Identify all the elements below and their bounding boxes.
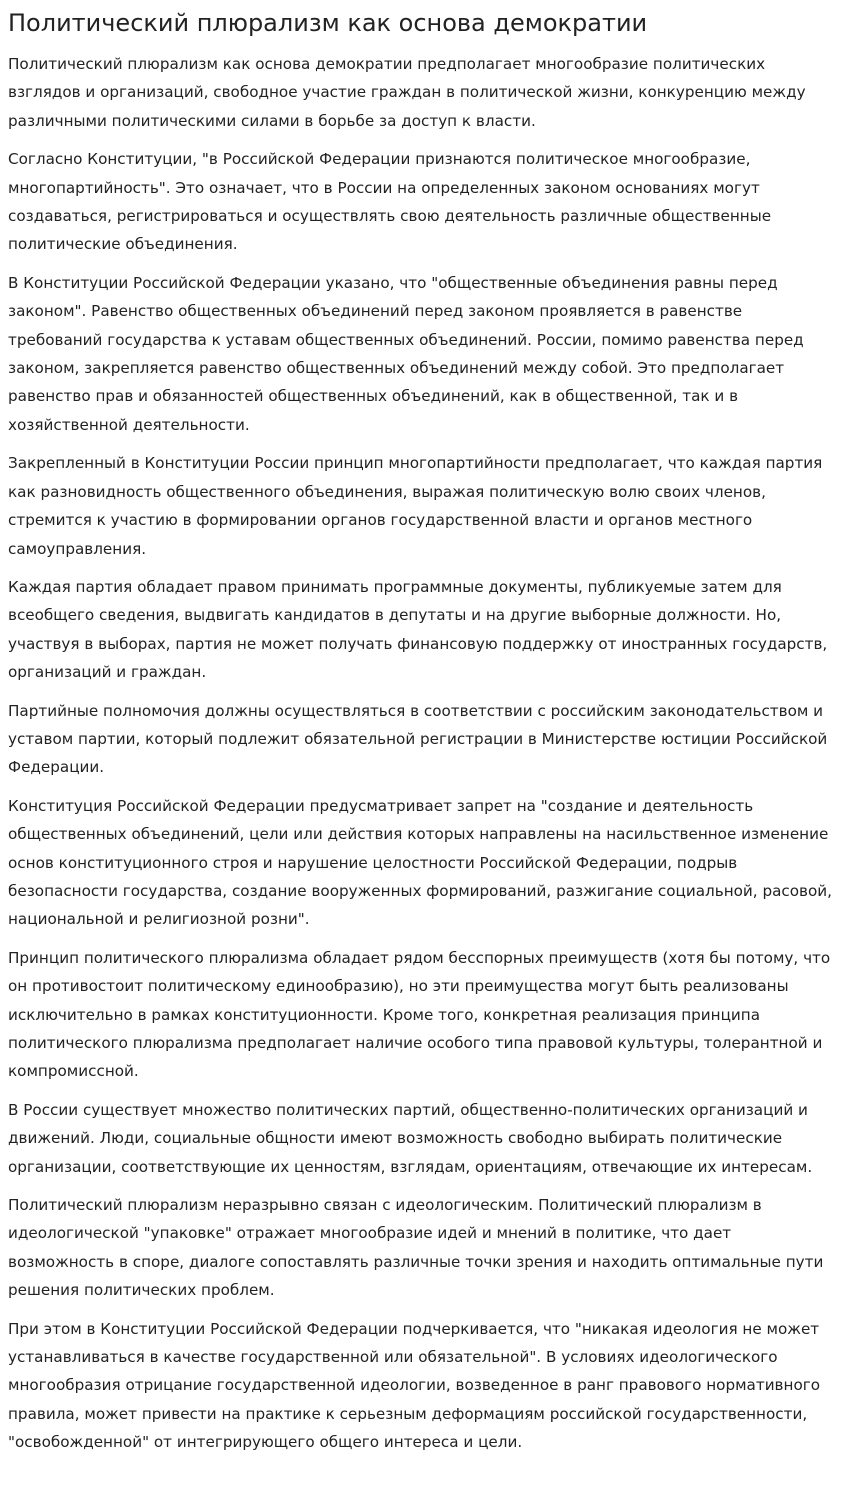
paragraph-5: Каждая партия обладает правом принимать программные документы, публикуемые затем для всеобщего сведения, выдвигать кандидатов в депутаты и на другие выборные должности. Но, участвуя в выборах, партия не может получать финансовую поддержку от иностранных государств, организаций и граждан. xyxy=(8,577,828,682)
paragraph-4: Закрепленный в Конституции России принцип многопартийности предполагает, что каждая партия как разновидность общественного объединения, выражая политическую волю своих членов, стремится к участию в формировании органов государственной власти и органов местного самоуправления. xyxy=(8,454,823,558)
paragraph-1: Политический плюрализм как основа демократии предполагает многообразие политических взглядов и организаций, свободное участие граждан в политической жизни, конкуренцию между различными политическими силами в борьбе за доступ к власти. xyxy=(8,55,806,130)
paragraph-10: Политический плюрализм неразрывно связан с идеологическим. Политический плюрализм в идеологической "упаковке" отражает многообразие идей и мнений в политике, что дает возможность в споре, диалоге сопоставлять различные точки зрения и находить оптимальные пути решения политических проблем. xyxy=(8,1196,824,1300)
paragraph-2: Согласно Конституции, "в Российской Федерации признаются политическое многообразие, многопартийность". Это означает, что в России на определенных законом основаниях могут создаваться, регистрироваться и осуществлять свою деятельность различные общественные политические объединения. xyxy=(8,150,772,254)
paragraph-9: В России существует множество политических партий, общественно-политических организаций и движений. Люди, социальные общности имеют возможность свободно выбирать политические организации, соответствующие их ценностям, взглядам, ориентациям, отвечающие их интересам. xyxy=(8,1100,813,1176)
page-title: Политический плюрализм как основа демократии xyxy=(8,9,648,37)
paragraph-11: При этом в Конституции Российской Федерации подчеркивается, что "никакая идеология не может устанавливаться в качестве государственной или обязательной". В условиях идеологического многообразия отрицание государственной идеологии, возведенное в ранг правового нормативного правила, может привести на практике к серьезным деформациям российской государственности, "освобожденной" от интегрирующего общего интереса и цели. xyxy=(8,1319,821,1452)
paragraph-6: Партийные полномочия должны осуществляться в соответствии с российским законодательством и уставом партии, который подлежит обязательной регистрации в Министерстве юстиции Российской Федерации. xyxy=(8,701,828,777)
paragraph-8: Принцип политического плюрализма обладает рядом бесспорных преимуществ (хотя бы потому, что он противостоит политическому единообразию), но эти преимущества могут быть реализованы исключительно в рамках конституционности. Кроме того, конкретная реализация принципа политического плюрализма предполагает наличие особого типа правовой культуры, толерантной и компромиссной. xyxy=(8,948,831,1081)
paragraph-7: Конституция Российской Федерации предусматривает запрет на "создание и деятельность общественных объединений, цели или действия которых направлены на насильственное изменение основ конституционного строя и нарушение целостности Российской Федерации, подрыв безопасности государства, создание вооруженных формирований, разжигание социальной, расовой, национальной и религиозной розни". xyxy=(8,796,832,929)
paragraph-3: В Конституции Российской Федерации указано, что "общественные объединения равны перед законом". Равенство общественных объединений перед законом проявляется в равенстве требований государства к уставам общественных объединений. России, помимо равенства перед законом, закрепляется равенство общественных объединений между собой. Это предполагает равенство прав и обязанностей общественных объединений, как в общественной, так и в хозяйственной деятельности. xyxy=(8,273,804,434)
